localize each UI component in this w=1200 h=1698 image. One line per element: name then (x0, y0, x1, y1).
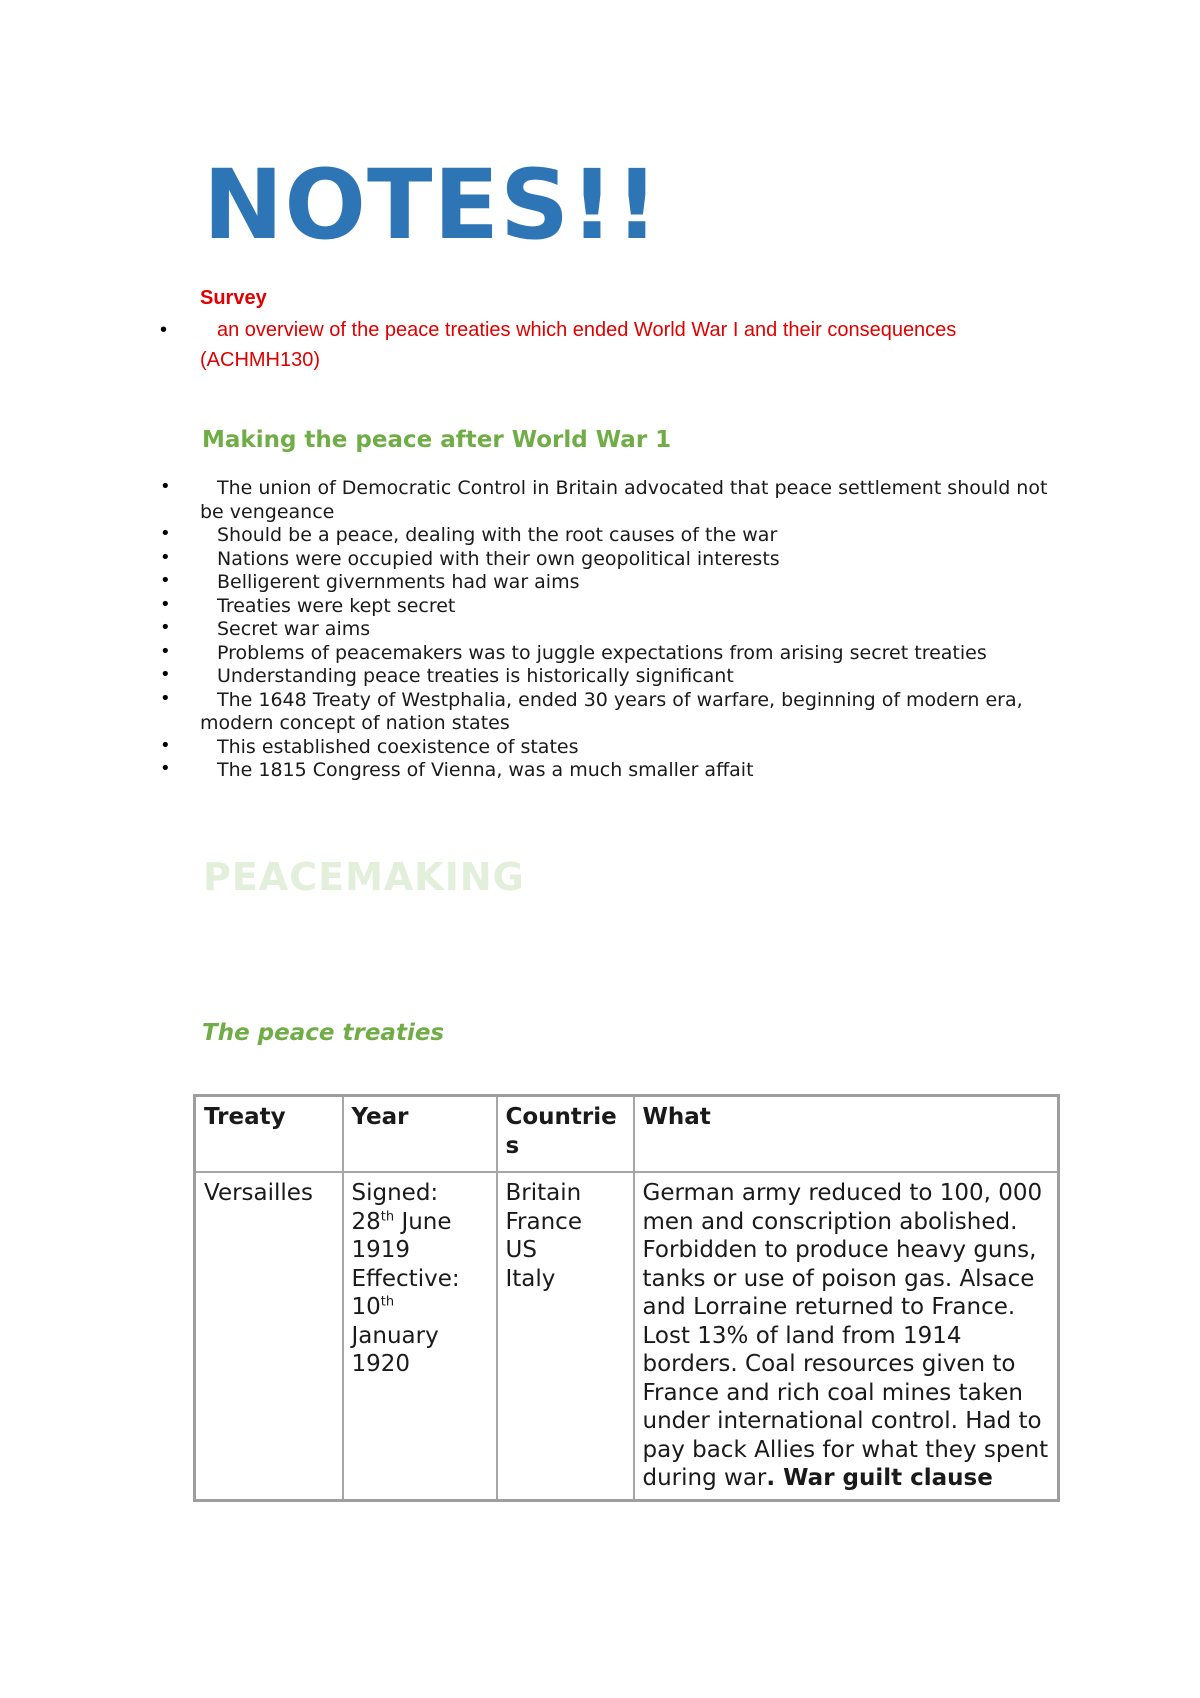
signed-label: Signed: (351, 1180, 439, 1206)
war-guilt-clause: . War guilt clause (766, 1465, 993, 1491)
list-item (160, 571, 1060, 595)
effective-month: January (351, 1322, 439, 1349)
what-text: German army reduced to 100, 000 men and conscription abolished. Forbidden to produce heavy guns, tanks or use of poison gas. Alsace and Lorraine returned to France. Lost 13% of land from 1914 borders. Coal resources given to France and rich coal mines taken under international control. Had to pay back Allies for what they spent during war (642, 1180, 1049, 1491)
list-item-text: The 1648 Treaty of Westphalia, ended 30 years of warfare, beginning of modern era, modern concept of nation states (200, 688, 1023, 734)
bullet-icon: • (160, 687, 171, 709)
country: US (505, 1237, 537, 1263)
effective-ordinal: th (380, 1294, 395, 1310)
effective-day: 10 (351, 1294, 381, 1320)
bullet-icon: • (160, 734, 171, 756)
list-item-text: Problems of peacemakers was to juggle expectations from arising secret treaties (217, 641, 987, 664)
country: Britain (505, 1180, 582, 1206)
country: France (505, 1208, 582, 1235)
peacemaking-heading: PEACEMAKING (203, 855, 525, 899)
treaties-heading: The peace treaties (202, 1020, 445, 1046)
list-item (160, 736, 1060, 760)
column-header-year: Year (343, 1096, 497, 1173)
list-item-text: Treaties were kept secret (217, 594, 456, 617)
list-item (160, 689, 1060, 736)
table-header-row (195, 1096, 1059, 1173)
signed-ordinal: th (380, 1208, 395, 1224)
list-item (160, 477, 1060, 524)
list-item (160, 759, 1060, 783)
survey-list (160, 315, 1060, 375)
bullet-icon: • (160, 570, 171, 591)
bullet-icon: • (160, 593, 171, 615)
list-item-text: Should be a peace, dealing with the root causes of the war (217, 524, 778, 546)
list-item-text: Belligerent givernments had war aims (217, 571, 580, 593)
list-item-text: This established coexistence of states (217, 735, 579, 758)
column-header-treaty: Treaty (195, 1096, 343, 1173)
survey-label: Survey (200, 287, 267, 309)
bullet-icon: • (160, 664, 171, 685)
effective-day-line (352, 1293, 488, 1322)
bullet-icon: • (160, 617, 171, 638)
cell-what (634, 1172, 1059, 1500)
list-item (160, 595, 1060, 619)
country: Italy (505, 1265, 556, 1292)
bullet-icon: • (160, 546, 171, 568)
bullet-icon: • (160, 758, 171, 779)
signed-month: June (401, 1208, 452, 1235)
list-item (160, 618, 1060, 642)
cell-year (343, 1172, 497, 1500)
list-item-text: Understanding peace treaties is historically significant (217, 665, 734, 687)
effective-label: Effective: (351, 1265, 460, 1292)
bullet-icon: • (160, 640, 171, 662)
bullet-icon: • (160, 319, 168, 341)
treaties-table (193, 1094, 1060, 1502)
notes-list (160, 477, 1060, 783)
cell-treaty: Versailles (195, 1172, 343, 1500)
cell-countries (497, 1172, 634, 1500)
signed-date (352, 1208, 488, 1237)
list-item-text: Secret war aims (217, 618, 371, 640)
column-header-what: What (634, 1096, 1059, 1173)
survey-item (160, 315, 1060, 375)
bullet-icon: • (160, 523, 171, 544)
signed-year: 1919 (351, 1237, 411, 1263)
survey-item-text: an overview of the peace treaties which ended World War I and their consequences (ACHMH130) (200, 319, 957, 371)
column-header-countries: Countries (497, 1096, 634, 1173)
list-item-text: The union of Democratic Control in Britain advocated that peace settlement should not be vengeance (200, 477, 1048, 523)
list-item (160, 642, 1060, 666)
bullet-icon: • (160, 476, 171, 497)
table-row (195, 1172, 1059, 1500)
list-item-text: Nations were occupied with their own geopolitical interests (217, 547, 780, 570)
list-item-text: The 1815 Congress of Vienna, was a much smaller affait (217, 759, 754, 781)
list-item (160, 548, 1060, 572)
section-heading: Making the peace after World War 1 (202, 427, 672, 453)
list-item (160, 524, 1060, 548)
page-title: NOTES!! (203, 149, 660, 261)
effective-year: 1920 (351, 1351, 411, 1377)
list-item (160, 665, 1060, 689)
signed-day: 28 (351, 1208, 381, 1235)
